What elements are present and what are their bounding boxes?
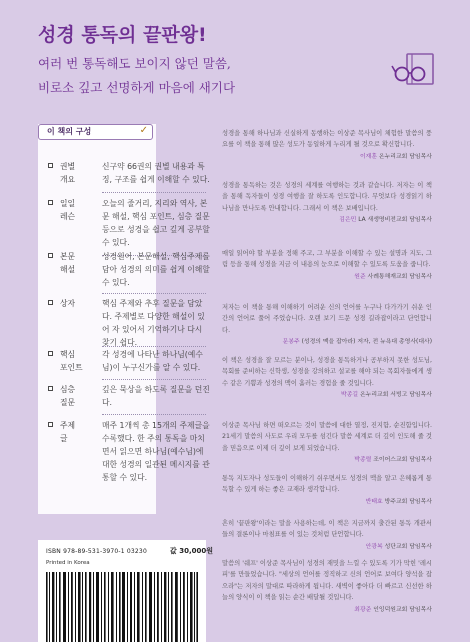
contents-heading-label: 이 책의 구성: [47, 127, 92, 136]
bullet-icon: [48, 386, 53, 391]
review-author-name: 김은민: [339, 217, 357, 224]
contents-item-text: 오늘의 줄거리, 지리와 역사, 본문 해설, 핵심 포인트, 심층 질문 등으로 성경을 쉽고 깊게 공부할 수 있다.: [102, 199, 210, 247]
review-text: 통독 지도자나 성도들이 이해하기 쉬우면서도 성경의 맥을 알고 은혜롭게 통독할 수 있게 하는 좋은 교재라 생각합니다.: [222, 475, 432, 494]
printed-in: Printed in Korea: [46, 560, 90, 566]
contents-item-label: 권별 개요: [60, 162, 76, 184]
divider: [102, 414, 206, 415]
review-author-name: 최광준: [354, 606, 372, 613]
review-author-role: 인잉덕원교회 담임목사: [373, 606, 432, 613]
contents-item-label: 상자: [60, 299, 76, 308]
review-author: [222, 455, 432, 465]
glasses-and-book-icon: [390, 50, 440, 90]
review: [222, 473, 432, 507]
review-author-name: 원준: [354, 273, 366, 280]
review-author: [222, 542, 432, 552]
review: [222, 248, 432, 282]
review: [222, 128, 432, 162]
contents-item-label: 핵심 포인트: [60, 350, 83, 372]
bullet-icon: [48, 200, 53, 205]
bullet-icon: [48, 163, 53, 168]
contents-item-label: 심층 질문: [60, 385, 76, 407]
review-author-role: 성단교회 담임목사: [384, 543, 432, 550]
header-title: 성경 통독의 끝판왕!: [38, 24, 207, 46]
divider: [102, 293, 206, 294]
review-author-role: 온누리교회 서빙고 담임목사: [359, 392, 432, 399]
bullet-icon: [48, 300, 53, 305]
contents-heading: [38, 124, 153, 140]
review-author: [222, 605, 432, 615]
price: 값 30,000원: [170, 547, 213, 555]
review-text: 저자는 이 책을 통해 이해하기 어려운 신의 언어를 누구나 다가가기 쉬운 인간의 언어로 풀어 주었습니다. 오랜 보기 드문 성경 길라잡이라고 단언합니다.: [222, 304, 432, 334]
isbn-number: ISBN 978-89-531-3970-1 03230: [46, 548, 147, 555]
review-author-name: 반태효: [365, 498, 383, 505]
barcode-icon: [46, 572, 198, 642]
review-text: 성경을 통해 하나님과 신실하게 동행하는 이상준 목사님이 체험한 말씀의 풍요를 이 책을 통해 많은 성도가 동일하게 누리게 될 것으로 확신합니다.: [222, 130, 432, 149]
divider: [102, 192, 206, 193]
review-author-role: 조이어스교회 담임목사: [373, 457, 432, 464]
review-author-role: 온누리교회 담임목사: [378, 153, 432, 160]
review: [222, 180, 432, 225]
review-author-name: 박종렬: [354, 457, 372, 464]
contents-item-label: 주제 글: [60, 421, 76, 443]
contents-item-text: 매주 1개씩 총 15개의 주제글을 수록했다. 한 주의 통독을 마치면서 읽으면 하나님(예수님)에 대한 성경의 일관된 메시지를 관통할 수 있다.: [102, 421, 210, 482]
contents-item-label: 일일 레슨: [60, 199, 76, 221]
header-subtitle: 여러 번 통독해도 보이지 않던 말씀, 비로소 깊고 선명하게 마음에 새기다: [38, 56, 236, 95]
contents-item-label: 본문 해설: [60, 252, 76, 274]
review-author-role: 방주교회 담임목사: [384, 498, 432, 505]
review-text: 흔히 '끝판왕'이라는 말을 사용하는데, 이 책은 지금까지 출간된 통독 개관서들의 결론이나 마침표를 이 있는 것처럼 단언합니다.: [222, 520, 432, 539]
contents-item-text: 깊은 묵상을 하도록 질문을 던진다.: [102, 385, 210, 407]
review: [222, 302, 432, 347]
contents-item-text: 성경원어, 본문해설, 핵심주제를 담아 성경의 의미를 쉽게 이해할 수 있다.: [102, 252, 210, 287]
review-author-name: 문봉주: [282, 339, 300, 346]
check-icon: ✓: [139, 125, 148, 136]
review-author-name: 이재훈: [359, 153, 378, 160]
bullet-icon: [48, 351, 53, 356]
review-author-role: (성경의 맥을 잡아라) 저자, 전 뉴욕대 총영사(대사): [301, 339, 432, 346]
review: [222, 558, 432, 615]
divider: [102, 346, 206, 347]
review-text: 성경을 통독하는 것은 성경의 세계를 여행하는 것과 같습니다. 저자는 이 책을 통해 독자들이 성경 여행을 잘 하도록 인도합니다. 무엇보다 성경읽기 하나님을 만나도록 안내합니다. 그래서 이 책은 보배입니다.: [222, 182, 432, 212]
review-author-role: LA 새생명비전교회 담임목사: [358, 217, 432, 224]
review: [222, 420, 432, 465]
isbn-block: [38, 540, 213, 642]
review-text: 말씀의 '쉐프' 이상준 목사님이 성경의 재밋을 느낄 수 있도록 기가 막힌 '레시피'를 만들었습니다. "세상의 언어를 정직하고 신의 언어로 보여다 양석을 잡으라"는 저자의 말대로 따라하게 됩니다. 새벽이 좋아다 더 빠르고 신선한 하늘의 양식이 이 책을 읽는 순간 배달될 것입니다.: [222, 560, 432, 602]
review-author: [222, 215, 432, 225]
contents-item-text: 신구약 66권의 권별 내용과 특징, 구조를 쉽게 이해할 수 있다.: [102, 162, 210, 184]
review-author-name: 박종길: [341, 392, 359, 399]
review: [222, 518, 432, 552]
review-author-role: 사례통해재교회 담임목사: [367, 273, 432, 280]
review-author: [222, 497, 432, 507]
bullet-icon: [48, 253, 53, 258]
contents-item-text: 핵심 주제와 추후 질문을 담았다. 주제별로 다양한 해설이 있어 자 있어서 기억하기나 다시 찾기 쉽다.: [102, 299, 205, 347]
review: [222, 355, 432, 400]
review-text: 매일 읽어야 할 부분을 정해 주고, 그 부분을 이해할 수 있는 설명과 지도, 그림 등을 통해 성경을 지금 이 내용의 눈으로 이해할 수 있도록 도움을 줍니다.: [222, 250, 432, 269]
review-text: 이상준 목사님 하면 떠오르는 것이 말씀에 대한 열정, 진지함, 순진함입니다. 21세기 말씀의 사도로 우리 모두를 섬긴다 말씀 세계로 더 깊이 인도해 줄 것을 믿음으로 이제 더 깊이 보게 되었습니다.: [222, 422, 432, 452]
review-author: [222, 337, 432, 347]
review-author-name: 안광복: [365, 543, 383, 550]
review-author: [222, 272, 432, 282]
review-author: [222, 152, 432, 162]
divider: [102, 379, 206, 380]
bullet-icon: [48, 422, 53, 427]
contents-item-text: 각 성경에 나타난 하나님(예수님)이 누구신가를 알 수 있다.: [102, 350, 203, 372]
review-text: 이 책은 성경을 잘 모르는 분이나, 성경을 통독하거나 공부하지 못한 성도님, 목회를 준비하는 신학생, 성경을 강의하고 설교를 해야 되는 목회자들에게 생수 같은 기쁨과 성경의 맥이 흘러는 경험을 줄 것입니다.: [222, 357, 432, 387]
review-author: [222, 390, 432, 400]
